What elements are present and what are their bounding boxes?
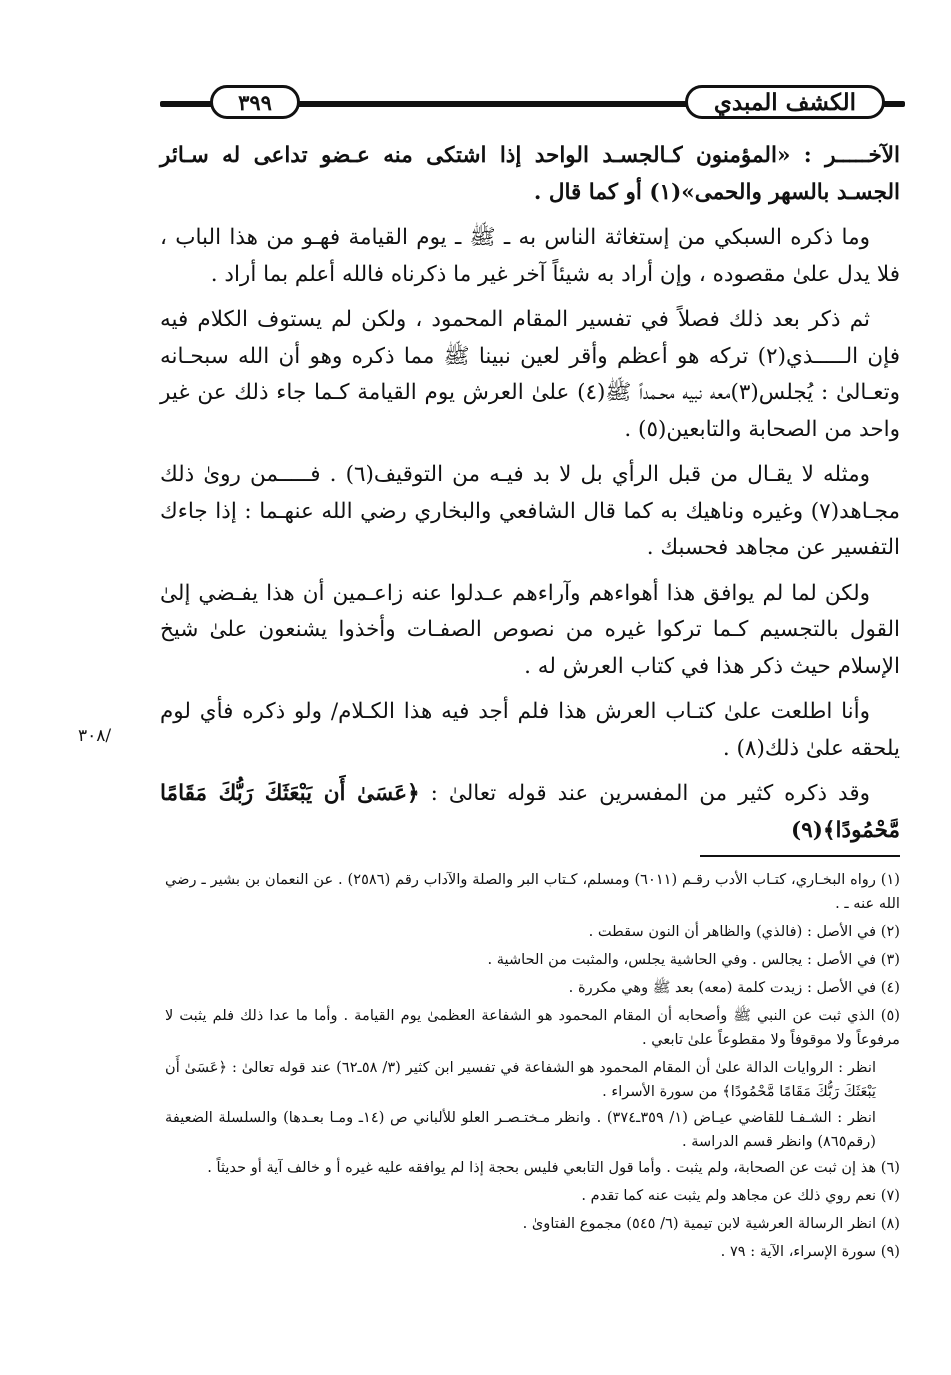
footnote: (٦) هذ إن ثبت عن الصحابة، ولم يثبت . وأما قول التابعي فليس بحجة إذا لم يوافقه عليه غيره أ و خالف آية أو حديثاً .	[207, 1159, 900, 1176]
footnote-continuation: انظر : الشـفـا للقاضي عيـاض (١/ ٣٥٩ـ٣٧٤) . وانظر مـختـصـر العلو للألباني ص (١٤ـ ومـا بعـدها) والسلسلة الضعيفة (رقم٨٦٥) وانظر قسم الدراسة .	[165, 1109, 876, 1150]
running-title: الكشف المبدي	[685, 85, 885, 119]
footnote: (٩) سورة الإسراء، الآية : ٧٩ .	[720, 1243, 900, 1260]
footnote: (٤) في الأصل : زيدت كلمة (معه) بعد ﷺ وهي مكررة .	[568, 979, 900, 996]
quran-verse: ﴿عَسَىٰ أَن يَبْعَثَكَ رَبُّكَ مَقَامًا مَّحْمُودًا﴾(٩)	[160, 781, 900, 843]
main-text	[160, 138, 900, 858]
footnote-separator	[700, 855, 900, 857]
paragraph: وأنا اطلعت علىٰ كتـاب العرش هذا فلم أجد فيه هذا الكـلام/ ولو ذكره فأي لوم يلحقه علىٰ ذلك(٨) .	[160, 699, 900, 761]
footnote: (٣) في الأصل : يجالس . وفي الحاشية يجلس، والمثبت من الحاشية .	[487, 951, 900, 968]
footnote: (٥) الذي ثبت عن النبي ﷺ وأصحابه أن المقام المحمود هو الشفاعة العظمىٰ يوم القيامة . وأما ما عدا ذلك فلم يثبت لا مرفوعاً ولا موقوفاً ولا مقطوعاً علىٰ تابعي .	[165, 1007, 900, 1048]
footnote: (٨) انظر الرسالة العرشية لابن تيمية (٦/ ٥٤٥) مجموع الفتاوىٰ .	[522, 1215, 900, 1232]
paragraph: ومثله لا يقـال من قبل الرأي بل لا بد فيـه من التوقيف(٦) . فـــــمن روىٰ ذلك مجـاهد(٧) وغيره وناهيك به كما قال الشافعي والبخاري رضي الله عنهـما : إذا جاءك التفسير عن مجاهد فحسبك .	[160, 462, 900, 560]
paragraph: الآخـــــر : «المؤمنون كـالجسـد الواحد إذا اشتكى منه عـضو تداعى له سـائر الجسـد بالسهر والحمى»(١) أو كما قال .	[160, 143, 900, 205]
paragraph-last	[160, 776, 900, 849]
page-number: ٣٩٩	[210, 85, 300, 119]
footnote-continuation: انظر : الروايات الدالة علىٰ أن المقام المحمود هو الشفاعة في تفسير ابن كثير (٣/ ٥٨ـ٦٢) عند قوله تعالىٰ : ﴿عَسَىٰ أَن يَبْعَثَكَ رَبُّكَ مَقَامًا مَّحْمُودًا﴾ من سورة الأسراء .	[165, 1059, 877, 1100]
footnote: (٢) في الأصل : (فالذي) والظاهر أن النون سقطت .	[588, 923, 900, 940]
paragraph: ولكن لما لم يوافق هذا أهواءهم وآراءهم عـدلوا عنه زاعـمين أن هذا يفـضي إلىٰ القول بالتجسيم كـما تركوا غيره من نصوص الصفـات وأخذوا يشنعون علىٰ شيخ الإسلام حيث ذكر هذا في كتاب العرش له .	[160, 580, 900, 679]
margin-folio-reference: /٣٠٨	[78, 726, 112, 746]
page-header	[160, 82, 905, 122]
footnote: (٧) نعم روي ذلك عن مجاهد ولم يثبت عنه كما تقدم .	[581, 1187, 900, 1204]
footnotes	[165, 868, 900, 1268]
footnote: (١) رواه البخـاري، كتـاب الأدب رقـم (٦٠١١) ومسلم، كـتاب البر والصلة والآداب رقم (٢٥٨٦) . عن النعمان بن بشير ـ رضي الله عنه ـ .	[165, 871, 900, 912]
paragraph: وما ذكره السبكي من إستغاثة الناس به ـ ﷺ ـ يوم القيامة فهـو من هذا الباب ، فلا يدل علىٰ مقصوده ، وإن أراد به شيئاً آخر غير ما ذكرناه فالله أعلم بما أراد .	[160, 225, 900, 287]
paragraph-text: وقد ذكره كثير من المفسرين عند قوله تعالىٰ :	[430, 781, 870, 806]
header-rule-middle	[285, 101, 690, 107]
paragraph: ثم ذكر بعد ذلك فصلاً في تفسير المقام المحمود ، ولكن لم يستوف الكلام فيه فإن الـــــذي(٢) تركه هو أعظم وأقر لعين نبينا ﷺ مما ذكره وهو أن الله سبحـانه وتعـالىٰ : يُجلس(٣)معه نبيه محـمداً ﷺ(٤) علىٰ العرش يوم القيامة كـما جاء ذلك عن غير واحد من الصحابة والتابعين(٥) .	[160, 307, 901, 442]
